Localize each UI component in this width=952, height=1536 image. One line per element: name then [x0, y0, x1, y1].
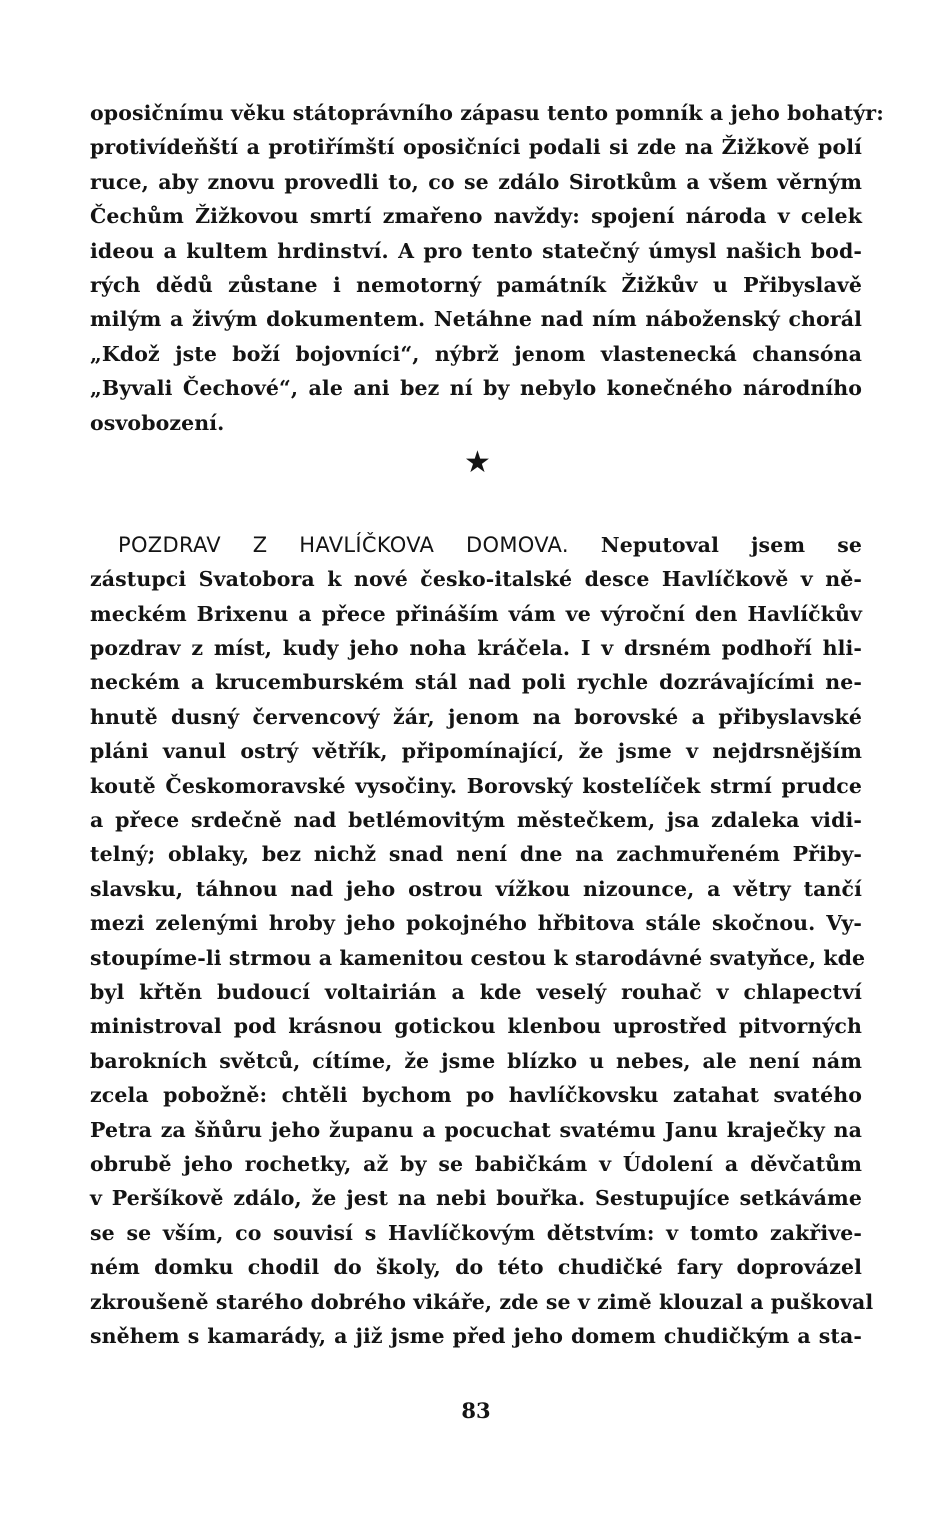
page-number: 83	[461, 1398, 491, 1423]
page-text	[90, 96, 884, 1353]
text-line: pláni vanul ostrý větřík, připomínající, že jsme v nejdrsnějším	[90, 739, 862, 764]
text-line: se se vším, co souvisí s Havlíčkovým dětstvím: v tomto zakřive-	[90, 1220, 862, 1245]
text-line: sněhem s kamarády, a již jsme před jeho domem chudičkým a sta-	[90, 1323, 862, 1348]
text-line: protivídeňští a protiřímští oposičníci podali si zde na Žižkově polí	[90, 135, 862, 160]
text-line: Čechům Žižkovou smrtí zmařeno navždy: spojení národa v celek	[90, 204, 862, 229]
text-line: a přece srdečně nad betlémovitým městečkem, jsa zdaleka vidi-	[90, 808, 862, 833]
text-line: pozdrav z míst, kudy jeho noha kráčela. I v drsném podhoří hli-	[90, 636, 862, 661]
text-line: slavsku, táhnou nad jeho ostrou vížkou nizounce, a větry tančí	[90, 876, 862, 901]
text-line: hnutě dusný červencový žár, jenom na borovské a přibyslavské	[90, 704, 862, 729]
text-fragment: Neputoval jsem se	[600, 532, 862, 557]
text-line: ideou a kultem hrdinství. A pro tento statečný úmysl našich bod-	[90, 238, 862, 263]
text-line: zkroušeně starého dobrého vikáře, zde se v zimě klouzal a puškoval	[90, 1289, 874, 1314]
section-heading: POZDRAV Z HAVLÍČKOVA DOMOVA.	[118, 532, 569, 557]
text-line: koutě Českomoravské vysočiny. Borovský kostelíček strmí prudce	[90, 773, 862, 798]
section-separator	[90, 440, 862, 512]
paragraph-1	[90, 96, 884, 440]
text-line: ném domku chodil do školy, do této chudičké fary doprovázel	[90, 1255, 862, 1280]
text-line: byl křtěn budoucí voltairián a kde veselý rouhač v chlapectví	[90, 979, 862, 1004]
text-line: neckém a krucemburském stál nad poli rychle dozrávajícími ne-	[90, 670, 862, 695]
text-line: ruce, aby znovu provedli to, co se zdálo Sirotkům a všem věrným	[90, 169, 862, 194]
text-line: „Byvali Čechové“, ale ani bez ní by nebylo konečného národního	[90, 376, 862, 401]
text-line-heading	[90, 528, 862, 562]
text-line: Petra za šňůru jeho županu a pocuchat svatému Janu kraječky na	[90, 1117, 862, 1142]
text-line: barokních světců, cítíme, že jsme blízko u nebes, ale není nám	[90, 1048, 862, 1073]
text-line: telný; oblaky, bez nichž snad není dne na zachmuřeném Přiby-	[90, 842, 862, 867]
text-line: zcela pobožně: chtěli bychom po havlíčkovsku zatahat svatého	[90, 1083, 862, 1108]
text-line: ministroval pod krásnou gotickou klenbou uprostřed pitvorných	[90, 1014, 862, 1039]
text-line: meckém Brixenu a přece přináším vám ve výroční den Havlíčkův	[90, 601, 862, 626]
text-line: „Kdož jste boží bojovníci“, nýbrž jenom vlastenecká chansóna	[90, 341, 862, 366]
text-line: mezi zelenými hroby jeho pokojného hřbitova stále skočnou. Vy-	[90, 911, 862, 936]
text-line: rých dědů zůstane i nemotorný památník Žižkův u Přibyslavě	[90, 272, 862, 297]
text-line: stoupíme-li strmou a kamenitou cestou k starodávné svatyňce, kde	[90, 945, 866, 970]
text-line: milým a živým dokumentem. Netáhne nad ním náboženský chorál	[90, 307, 862, 332]
text-line: obrubě jeho rochetky, až by se babičkám v Údolení a děvčatům	[90, 1151, 862, 1176]
star-icon: ★	[464, 444, 491, 480]
text-line: zástupci Svatobora k nové česko-italské desce Havlíčkově v ně-	[90, 567, 862, 592]
text-line: v Peršíkově zdálo, že jest na nebi bouřka. Sestupujíce setkáváme	[90, 1186, 862, 1211]
text-line: oposičnímu věku státoprávního zápasu tento pomník a jeho bohatýr:	[90, 101, 884, 125]
text-line: osvobození.	[90, 410, 225, 435]
paragraph-2	[90, 528, 874, 1353]
